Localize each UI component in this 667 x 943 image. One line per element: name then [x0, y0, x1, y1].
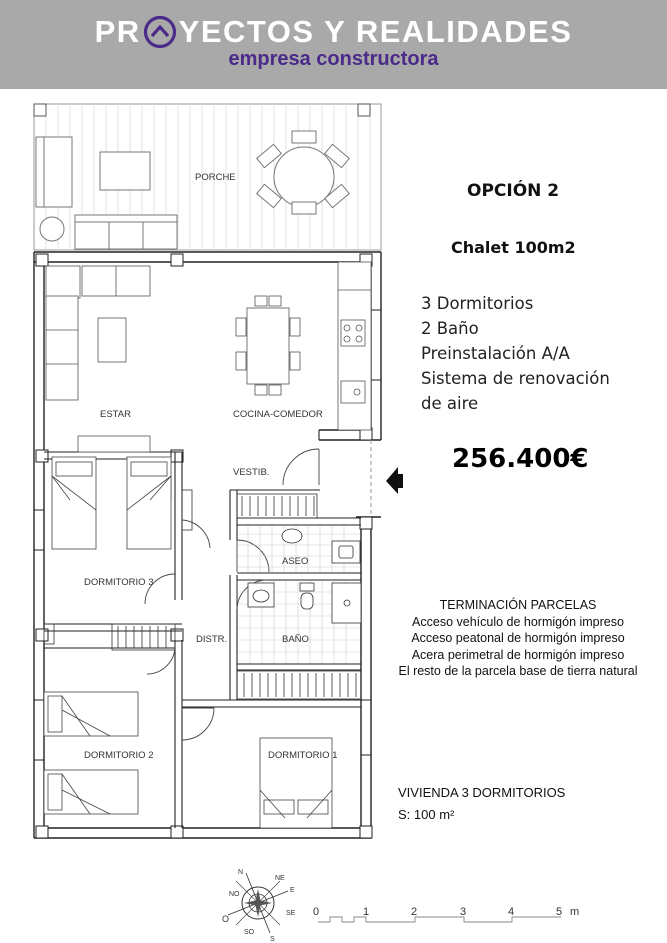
- room-labels: [84, 172, 338, 761]
- terminacion-line: Acceso vehículo de hormigón impreso: [412, 614, 624, 629]
- floor-plan: [0, 89, 667, 943]
- room-label-distr: DISTR.: [196, 634, 228, 645]
- brand-title: [0, 12, 667, 50]
- entrance-arrow-icon: [386, 467, 398, 494]
- compass-se: SE: [286, 910, 296, 917]
- room-label-dormitorio1: DORMITORIO 1: [268, 750, 338, 761]
- feature-item: de aire: [421, 394, 479, 413]
- brand-subtitle: empresa constructora: [228, 48, 439, 70]
- scale-1: 1: [363, 906, 370, 918]
- feature-item: Preinstalación A/A: [421, 344, 570, 363]
- features-list: [421, 291, 661, 416]
- option-title: OPCIÓN 2: [467, 181, 560, 201]
- compass-no: NO: [229, 891, 240, 898]
- header-bar: [0, 0, 667, 89]
- price: 256.400€: [452, 444, 589, 474]
- room-label-dormitorio3: DORMITORIO 3: [84, 577, 154, 588]
- bathroom-fixtures: [248, 529, 361, 623]
- scale-3: 3: [460, 906, 467, 918]
- compass-o: O: [222, 914, 230, 924]
- scale-bar: [318, 917, 561, 922]
- porch-furniture: [36, 131, 349, 249]
- scale-unit: m: [570, 906, 580, 918]
- brand-title-end: YECTOS Y REALIDADES: [178, 13, 573, 49]
- scale-5: 5: [556, 906, 563, 918]
- room-label-estar: ESTAR: [100, 409, 131, 420]
- brand-title-start: PR: [94, 13, 141, 49]
- terminacion-title: TERMINACIÓN PARCELAS: [439, 598, 597, 612]
- scale-0: 0: [313, 906, 320, 918]
- living-furniture: [46, 262, 371, 452]
- compass-n: N: [238, 869, 244, 876]
- feature-item: 2 Baño: [421, 319, 479, 338]
- scale-2: 2: [411, 906, 418, 918]
- terminacion-line: Acera perimetral de hormigón impreso: [411, 647, 625, 662]
- compass-e: E: [290, 887, 295, 894]
- room-label-vestib: VESTIB.: [233, 467, 270, 478]
- compass-ne: NE: [275, 875, 285, 882]
- option-subtitle: Chalet 100m2: [451, 238, 576, 257]
- roof-logo-icon: [143, 15, 177, 49]
- room-label-porche: PORCHE: [195, 172, 236, 183]
- terminacion-block: [383, 597, 653, 680]
- vivienda-block: [398, 782, 565, 826]
- terminacion-line: El resto de la parcela base de tierra natural: [398, 664, 638, 678]
- room-label-cocina: COCINA-COMEDOR: [233, 409, 323, 420]
- room-label-bano: BAÑO: [282, 634, 309, 645]
- compass-rose-icon: [228, 873, 288, 933]
- vivienda-title: VIVIENDA 3 DORMITORIOS: [398, 785, 566, 800]
- room-label-aseo: ASEO: [282, 556, 309, 567]
- compass-s: S: [270, 936, 275, 943]
- feature-item: 3 Dormitorios: [421, 294, 534, 313]
- feature-item: Sistema de renovación: [421, 369, 610, 388]
- compass-so: SO: [244, 929, 255, 936]
- scale-4: 4: [508, 906, 515, 918]
- vivienda-surface: S: 100 m²: [398, 807, 455, 822]
- room-label-dormitorio2: DORMITORIO 2: [84, 750, 154, 761]
- terminacion-line: Acceso peatonal de hormigón impreso: [411, 631, 625, 645]
